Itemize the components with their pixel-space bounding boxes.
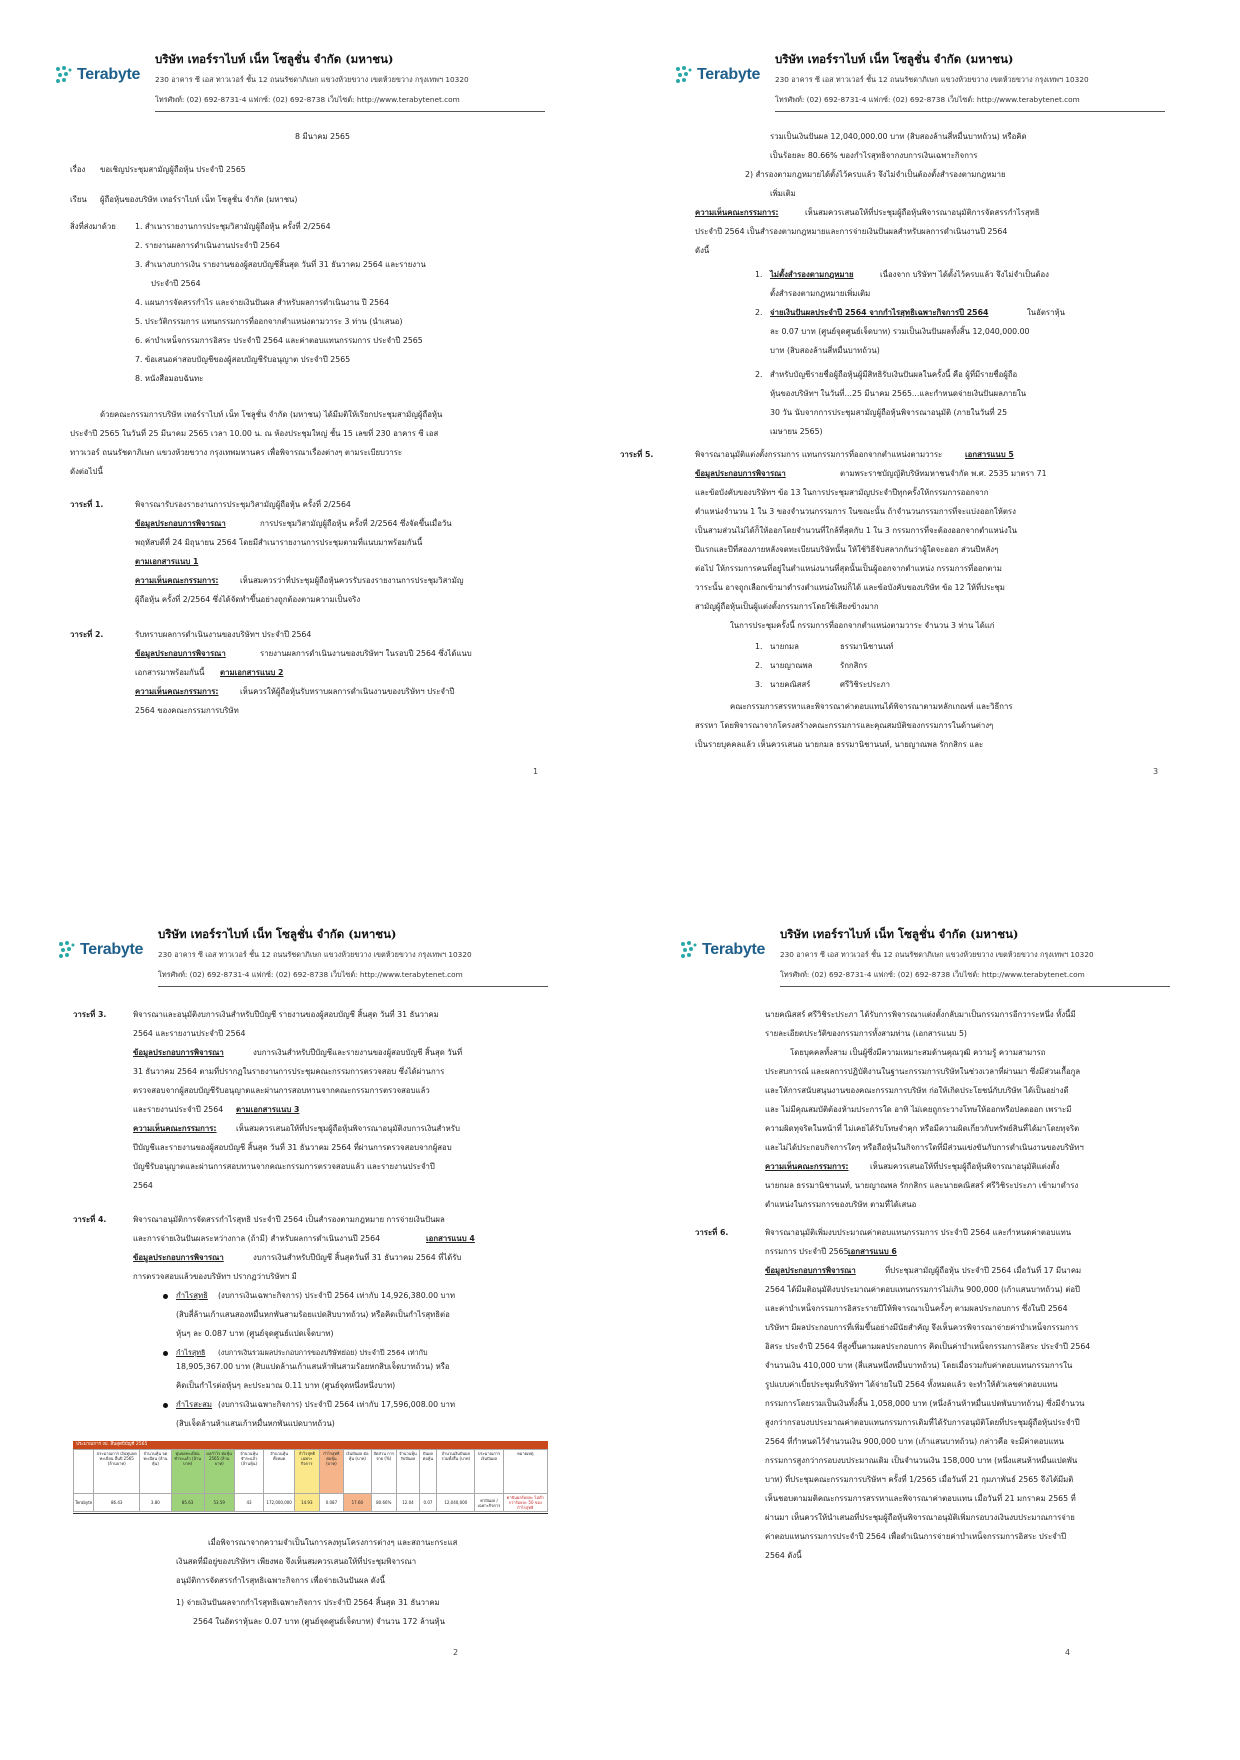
- subject-label: เรื่อง: [70, 165, 86, 174]
- agenda-2-fact: รายงานผลการดำเนินงานของบริษัทฯ ในรอบปี 2564 ซึ่งได้แนบ: [260, 649, 472, 658]
- table-header-cell: เงินปันผล ต่อหุ้น (บาท): [344, 1450, 371, 1494]
- letterhead-divider: [775, 111, 1165, 112]
- agenda-3-opinion: ปีบัญชีและรายงานของผู้สอบบัญชี สิ้นสุด วันที่ 31 ธันวาคม 2564 ที่ผ่านการตรวจสอบจากผู้สอบ: [133, 1143, 452, 1152]
- point-number: 2.: [755, 370, 763, 379]
- after-item: 2564 ในอัตราหุ้นละ 0.07 บาท (ศูนย์จุดศูนย์เจ็ดบาท) จำนวน 172 ล้านหุ้น: [193, 1617, 445, 1626]
- bullet-text: หุ้นๆ ละ 0.087 บาท (ศูนย์จุดศูนย์แปดเจ็ดบาท): [176, 1329, 334, 1338]
- body-line: เพิ่มเติม: [770, 189, 796, 198]
- table-header-cell: ผลกำไร ต่อหุ้น 2565 (ล้านบาท): [204, 1450, 234, 1494]
- table-divider: [73, 1513, 548, 1514]
- bullet-icon: [163, 1403, 168, 1408]
- agenda-5-label: วาระที่ 5.: [620, 450, 654, 459]
- company-name: บริษัท เทอร์ราไบท์ เน็ท โซลูชั่น จำกัด (มหาชน): [158, 927, 397, 941]
- agenda-3-fact-label: ข้อมูลประกอบการพิจารณา: [133, 1048, 224, 1057]
- agenda-6-line: เห็นชอบตามมติคณะกรรมการสรรหาและพิจารณาค่าตอบแทน เมื่อวันที่ 21 มกราคม 2565 ที่: [765, 1494, 1076, 1503]
- bullet-text: (สิบเจ็ดล้านห้าแสนเก้าหมื่นหกพันแปดบาทถ้วน): [176, 1419, 335, 1428]
- agenda-5-line: และข้อบังคับของบริษัทฯ ข้อ 13 ในการประชุมสามัญประจำปีทุกครั้งให้กรรมการออกจาก: [695, 488, 989, 497]
- agenda-6-line: อิสระ ประจำปี 2564 ที่สูงขึ้นตามผลประกอบการ คิดเป็นค่าบำเหน็จกรรมการอิสระ ประจำปี 2564: [765, 1342, 1091, 1351]
- agenda-3-line: งบการเงินสำหรับปีบัญชีและรายงานของผู้สอบบัญชี สิ้นสุด วันที่: [253, 1048, 463, 1057]
- agenda-6-line: รูปแบบค่าเบี้ยประชุมที่บริษัทฯ ได้จ่ายในปี 2564 ทั้งหมดแล้ว จะทำให้ตัวเลขค่าตอบแทน: [765, 1380, 1058, 1389]
- agenda-6-line: 2564 ได้มีมติอนุมัติงบประมาณค่าตอบแทนกรรมการไม่เกิน 900,000 (เก้าแสนบาทถ้วน) ต่อปี: [765, 1285, 1081, 1294]
- letter-date: 8 มีนาคม 2565: [295, 132, 350, 141]
- agenda-3-opinion: เห็นสมควรเสนอให้ที่ประชุมผู้ถือหุ้นพิจารณาอนุมัติงบการเงินสำหรับ: [236, 1124, 460, 1133]
- enclosure-label: สิ่งที่ส่งมาด้วย: [70, 222, 116, 231]
- director-number: 2.: [755, 661, 763, 670]
- agenda-5-attachment: เอกสารแนบ 5: [965, 450, 1014, 459]
- table-cell: 3.80: [140, 1494, 171, 1512]
- director-number: 1.: [755, 642, 763, 651]
- table-cell: 43: [234, 1494, 264, 1512]
- point-text: ตั้งสำรองตามกฎหมายเพิ่มเติม: [770, 289, 871, 298]
- opinion-line: ประจำปี 2564 เป็นสำรองตามกฎหมายและการจ่ายเงินปันผลสำหรับผลการดำเนินงานปี 2564: [695, 227, 1008, 236]
- body-line: รายละเอียดประวัติของกรรมการทั้งสามท่าน (เอกสารแนบ 5): [765, 1029, 967, 1038]
- bullet-text: (งบการเงินเฉพาะกิจการ) ประจำปี 2564 เท่ากับ 14,926,380.00 บาท: [218, 1291, 456, 1300]
- agenda-5-line: ตำแหน่งจำนวน 1 ใน 3 ของจำนวนกรรมการ ในขณะนั้น ถ้าจำนวนกรรมการที่จะแบ่งออกให้ตรง: [695, 507, 1016, 516]
- letterhead: [675, 45, 1175, 120]
- agenda-4-title: พิจารณาอนุมัติการจัดสรรกำไรสุทธิ ประจำปี 2564 เป็นสำรองตามกฎหมาย การจ่ายเงินปันผล: [133, 1215, 445, 1224]
- terabyte-logo: Terabyte: [675, 63, 760, 91]
- agenda-1-opinion-label: ความเห็นคณะกรรมการ:: [135, 576, 219, 585]
- agenda-5-line: ปีแรกและปีที่สองภายหลังจดทะเบียนบริษัทนั้น ให้ใช้วิธีจับสลากกันว่าผู้ใดจะออก ส่วนปีหลังๆ: [695, 545, 999, 554]
- after-item: 1) จ่ายเงินปันผลจากกำไรสุทธิเฉพาะกิจการ ประจำปี 2564 สิ้นสุด 31 ธันวาคม: [176, 1598, 440, 1607]
- company-name: บริษัท เทอร์ราไบท์ เน็ท โซลูชั่น จำกัด (มหาชน): [780, 927, 1019, 941]
- agenda-6-line: บาท) ที่ประชุมคณะกรรมการบริษัทฯ ครั้งที่ 1/2565 เมื่อวันที่ 21 กุมภาพันธ์ 2565 จึงได้มีมติ: [765, 1475, 1074, 1484]
- agenda-6-line: สูงกว่ากรอบงบประมาณค่าตอบแทนกรรมการเดิมที่ได้รับการอนุมัติโดยที่ประชุมผู้ถือหุ้นประจำปี: [765, 1418, 1080, 1427]
- after-line: เมื่อพิจารณาจากความจำเป็นในการลงทุนโครงการต่างๆ และสถานะกระแส: [208, 1538, 458, 1547]
- agenda-4-label: วาระที่ 4.: [73, 1215, 107, 1224]
- agenda-3-opinion-label: ความเห็นคณะกรรมการ:: [133, 1124, 217, 1133]
- bullet-icon: [163, 1351, 168, 1356]
- table-cell: 17.60: [344, 1494, 371, 1512]
- intro-line: ประจำปี 2565 ในวันที่ 25 มีนาคม 2565 เวลา 10.00 น. ณ ห้องประชุมใหญ่ ชั้น 15 เลขที่ 230 อาคาร ซี เอส: [70, 429, 439, 438]
- intro-line: ดังต่อไปนี้: [70, 467, 103, 476]
- table-header-cell: [74, 1450, 94, 1494]
- agenda-6-line: ค่าตอบแทนกรรมการประจำปี 2564 เพื่อดำเนินการจ่ายค่าบำเหน็จกรรมการอิสระ ประจำปี: [765, 1532, 1067, 1541]
- table-header-cell: กำไรสุทธิ เฉพาะกิจการ: [294, 1450, 319, 1494]
- enclosure-item: 7. ข้อเสนอค่าสอบบัญชีของผู้สอบบัญชีรับอนุญาต ประจำปี 2565: [135, 355, 351, 364]
- agenda-2-label: วาระที่ 2.: [70, 630, 104, 639]
- point-head: ไม่ตั้งสำรองตามกฎหมาย: [770, 270, 854, 279]
- agenda-6-attachment: เอกสารแนบ 6: [848, 1247, 897, 1256]
- agenda-3-line: ตรวจสอบจากผู้สอบบัญชีรับอนุญาตและผ่านการสอบทานจากคณะกรรมการตรวจสอบแล้ว: [133, 1086, 430, 1095]
- company-address: 230 อาคาร ซี เอส ทาวเวอร์ ชั้น 12 ถนนรัชดาภิเษก แขวงห้วยขวาง เขตห้วยขวาง กรุงเทพฯ 10320: [158, 950, 472, 959]
- agenda-6-line: กรรมการโดยรวมเป็นเงินทั้งสิ้น 1,058,000 บาท (หนึ่งล้านห้าหมื่นแปดพันบาทถ้วน) ซึ่งมีจำนวน: [765, 1399, 1085, 1408]
- body-line: และไม่ได้ประกอบกิจการใดๆ หรือถือหุ้นในกิจการใดที่มีส่วนแข่งขันกับการดำเนินงานของบริษัทฯ: [765, 1143, 1084, 1152]
- agenda-3-label: วาระที่ 3.: [73, 1010, 107, 1019]
- letterhead-divider: [780, 986, 1170, 987]
- agenda-2-fact-label: ข้อมูลประกอบการพิจารณา: [135, 649, 226, 658]
- table-header-cell: หมายเหตุ: [503, 1450, 547, 1494]
- enclosure-item: 6. ค่าบำเหน็จกรรมการอิสระ ประจำปี 2564 และค่าตอบแทนกรรมการ ประจำปี 2565: [135, 336, 423, 345]
- body-line: นายคณิสสร์ ศรีวิชิระประภา ได้รับการพิจารณาแต่งตั้งกลับมาเป็นกรรมการอีกวาระหนึ่ง ทั้งนี้มี: [765, 1010, 1076, 1019]
- agenda-4-title: และการจ่ายเงินปันผลระหว่างกาล (ถ้ามี) สำหรับผลการดำเนินงานปี 2564: [133, 1234, 381, 1243]
- agenda-5-line: เป็นสามส่วนไม่ได้ก็ให้ออกโดยจำนวนที่ใกล้ที่สุดกับ 1 ใน 3 กรรมการที่จะต้องออกจากตำแหน่งใน: [695, 526, 1017, 535]
- director-first-name: นายกมล: [770, 642, 799, 651]
- body-line: และให้การสนับสนุนงานของคณะกรรมการบริษัท ก่อให้เกิดประโยชน์กับบริษัท ได้เป็นอย่างดี: [765, 1086, 1069, 1095]
- opinion-line: เห็นสมควรเสนอให้ที่ประชุมผู้ถือหุ้นพิจารณาอนุมัติการจัดสรรกำไรสุทธิ: [805, 208, 1040, 217]
- agenda-1-label: วาระที่ 1.: [70, 500, 104, 509]
- company-contact: โทรศัพท์: (02) 692-8731-4 แฟกซ์: (02) 692-8738 เว็บไซต์: http://www.terabytenet.com: [775, 95, 1080, 104]
- agenda-2-opinion-label: ความเห็นคณะกรรมการ:: [135, 687, 219, 696]
- agenda-6-line: บริษัทฯ มีผลประกอบการที่เพิ่มขึ้นอย่างมีนัยสำคัญ จึงเห็นควรพิจารณาจ่ายค่าบำเหน็จกรรมการ: [765, 1323, 1079, 1332]
- opinion-label: ความเห็นคณะกรรมการ:: [695, 208, 779, 217]
- bullet-head: กำไรสุทธิ: [176, 1291, 208, 1300]
- table-header-cell: จำนวนเงินปันผล รวมทั้งสิ้น (บาท): [437, 1450, 475, 1494]
- table-header-cell: จำนวนหุ้น จดทะเบียน (ล้านหุ้น): [140, 1450, 171, 1494]
- company-contact: โทรศัพท์: (02) 692-8731-4 แฟกซ์: (02) 692-8738 เว็บไซต์: http://www.terabytenet.com: [158, 970, 463, 979]
- document-page-4: [680, 920, 1240, 1760]
- company-address: 230 อาคาร ซี เอส ทาวเวอร์ ชั้น 12 ถนนรัชดาภิเษก แขวงห้วยขวาง เขตห้วยขวาง กรุงเทพฯ 10320: [780, 950, 1094, 959]
- point-text: เมษายน 2565): [770, 427, 823, 436]
- table-header-cell: จำนวนหุ้น ทั้งหมด: [264, 1450, 295, 1494]
- letterhead: [680, 920, 1180, 995]
- point-text: 30 วัน นับจากการประชุมสามัญผู้ถือหุ้นพิจารณาอนุมัติ (ภายในวันที่ 25: [770, 408, 1008, 417]
- terabyte-logo: Terabyte: [680, 938, 765, 966]
- point-text: บาท (สิบสองล้านสี่หมื่นบาทถ้วน): [770, 346, 880, 355]
- agenda-6-title: กรรมการ ประจำปี 2565: [765, 1247, 849, 1256]
- agenda-2-fact: เอกสารมาพร้อมกันนี้: [135, 668, 205, 677]
- agenda-5-line: ต่อไป ให้กรรมการคนที่อยู่ในตำแหน่งนานที่สุดนั้นเป็นผู้ออกจากตำแหน่ง กรรมการที่ออกตาม: [695, 564, 1002, 573]
- table-cell: 85.63: [171, 1494, 204, 1512]
- agenda-4-fact: งบการเงินสำหรับปีบัญชี สิ้นสุดวันที่ 31 ธันวาคม 2564 ที่ได้รับ: [253, 1253, 462, 1262]
- point-head: จ่ายเงินปันผลประจำปี 2564 จากกำไรสุทธิเฉพาะกิจการปี 2564: [770, 308, 989, 317]
- page-number: 3: [1153, 767, 1159, 776]
- document-page-1: [55, 45, 615, 885]
- director-last-name: ธรรมานิชานนท์: [840, 642, 894, 651]
- point-number: 2.: [755, 308, 763, 317]
- table-cell: 86.43: [94, 1494, 140, 1512]
- table-header-row: [74, 1450, 548, 1494]
- letterhead: [58, 920, 558, 995]
- director-first-name: นายญาณพล: [770, 661, 813, 670]
- body-line: และ ไม่มีคุณสมบัติต้องห้ามประการใด อาทิ ไม่เคยถูกระวางโทษให้ออกหรือปลดออก เพราะมี: [765, 1105, 1072, 1114]
- point-text: หุ้นของบริษัทฯ ในวันที่...25 มีนาคม 2565...และกำหนดจ่ายเงินปันผลภายใน: [770, 389, 1027, 398]
- table-cell: Terabyte: [74, 1494, 94, 1512]
- body-line: ประสบการณ์ และผลการปฏิบัติงานในฐานะกรรมการบริษัทในช่วงเวลาที่ผ่านมา ซึ่งมีส่วนเกื้อกูล: [765, 1067, 1081, 1076]
- after-line: อนุมัติการจัดสรรกำไรสุทธิเฉพาะกิจการ เพื่อจ่ายเงินปันผล ดังนี้: [176, 1576, 385, 1585]
- point-text: เนื่องจาก บริษัทฯ ได้ตั้งไว้ครบแล้ว จึงไม่จำเป็นต้อง: [880, 270, 1049, 279]
- bullet-icon: [163, 1294, 168, 1299]
- agenda-5-tail: คณะกรรมการสรรหาและพิจารณาค่าตอบแทนได้พิจารณาตามหลักเกณฑ์ และวิธีการ: [730, 702, 1013, 711]
- director-last-name: ศรีวิชิระประภา: [840, 680, 891, 689]
- agenda-1-opinion: เห็นสมควรว่าที่ประชุมผู้ถือหุ้นควรรับรองรายงานการประชุมวิสามัญ: [240, 576, 464, 585]
- table-cell: 0.07: [419, 1494, 436, 1512]
- table-header-cell: ประมาณการ เงินปันผล: [475, 1450, 503, 1494]
- table-header-cell: ประมาณการ เงินทุนจดทะเบียน สิ้นปี 2565 (ล้านบาท): [94, 1450, 140, 1494]
- agenda-6-line: 2564 ดังนี้: [765, 1551, 802, 1560]
- intro-line: ทาวเวอร์ ถนนรัชดาภิเษก แขวงห้วยขวาง กรุงเทพมหานคร เพื่อพิจารณาเรื่องต่างๆ ตามระเบียบวาระ: [70, 448, 403, 457]
- company-address: 230 อาคาร ซี เอส ทาวเวอร์ ชั้น 12 ถนนรัชดาภิเษก แขวงห้วยขวาง เขตห้วยขวาง กรุงเทพฯ 10320: [775, 75, 1089, 84]
- opinion-line: นายกมล ธรรมานิชานนท์, นายญาณพล รักกสิกร และนายคณิสสร์ ศรีวิชิระประภา เข้ามาดำรง: [765, 1181, 1079, 1190]
- enclosure-item: 2. รายงานผลการดำเนินงานประจำปี 2564: [135, 241, 281, 250]
- company-name: บริษัท เทอร์ราไบท์ เน็ท โซลูชั่น จำกัด (มหาชน): [775, 52, 1014, 66]
- company-address: 230 อาคาร ซี เอส ทาวเวอร์ ชั้น 12 ถนนรัชดาภิเษก แขวงห้วยขวาง เขตห้วยขวาง กรุงเทพฯ 10320: [155, 75, 469, 84]
- table-cell: 12,040,000: [437, 1494, 475, 1512]
- agenda-3-opinion: 2564: [133, 1181, 153, 1190]
- table-header-cell: สัดส่วน การจ่าย (%): [371, 1450, 396, 1494]
- agenda-6-label: วาระที่ 6.: [695, 1228, 729, 1237]
- table-cell: ค่าปันผล / เฉพาะกิจการ: [475, 1494, 503, 1512]
- agenda-4-fact: การตรวจสอบแล้วของบริษัทฯ ปรากฏว่าบริษัทฯ มี: [133, 1272, 297, 1281]
- table-cell: 53.59: [204, 1494, 234, 1512]
- agenda-6-line: 2564 ที่กำหนดไว้จำนวนเงิน 900,000 บาท (เก้าแสนบาทถ้วน) กล่าวคือ จะมีค่าตอบแทน: [765, 1437, 1064, 1446]
- agenda-3-opinion: บัญชีรับอนุญาตและผ่านการสอบทานจากคณะกรรมการตรวจสอบแล้ว และรายงานประจำปี: [133, 1162, 435, 1171]
- after-line: เงินสดที่มีอยู่ของบริษัทฯ เพียงพอ จึงเห็นสมควรเสนอให้ที่ประชุมพิจารณา: [176, 1557, 417, 1566]
- body-line: รวมเป็นเงินปันผล 12,040,000.00 บาท (สิบสองล้านสี่หมื่นบาทถ้วน) หรือคิด: [770, 132, 1027, 141]
- agenda-6-line: และค่าบำเหน็จกรรมการอิสระรายปีให้พิจารณาเป็นครั้งๆ ตามผลประกอบการ ซึ่งในปี 2564: [765, 1304, 1068, 1313]
- terabyte-logo: Terabyte: [58, 938, 143, 966]
- agenda-3-line: 31 ธันวาคม 2564 ตามที่ปรากฏในรายงานการประชุมคณะกรรมการตรวจสอบ ซึ่งได้ผ่านการ: [133, 1067, 445, 1076]
- agenda-5-line: วาระนั้น อาจถูกเลือกเข้ามาดำรงตำแหน่งใหม่ก็ได้ และข้อบังคับของบริษัท ข้อ 12 ให้ที่ประชุม: [695, 583, 1005, 592]
- table-header-cell: ทุนจดทะเบียนชำระแล้ว (ล้านบาท): [171, 1450, 204, 1494]
- bullet-head: กำไรสะสม: [176, 1400, 213, 1409]
- bullet-text: 18,905,367.00 บาท (สิบแปดล้านเก้าแสนห้าพันสามร้อยหกสิบเจ็ดบาทถ้วน) หรือ: [176, 1362, 450, 1371]
- point-number: 1.: [755, 270, 763, 279]
- agenda-4-attachment: เอกสารแนบ 4: [426, 1234, 475, 1243]
- table-cell: 12.04: [397, 1494, 420, 1512]
- recipient-text: ผู้ถือหุ้นของบริษัท เทอร์ราไบท์ เน็ท โซลูชั่น จำกัด (มหาชน): [100, 195, 298, 204]
- agenda-5-line: ตามพระราชบัญญัติบริษัทมหาชนจำกัด พ.ศ. 2535 มาตรา 71: [840, 469, 1047, 478]
- agenda-5-tail: เป็นรายบุคคลแล้ว เห็นควรเสนอ นายกมล ธรรมานิชานนท์, นายญาณพล รักกสิกร และ: [695, 740, 984, 749]
- opinion-line: ดังนี้: [695, 246, 710, 255]
- letterhead-divider: [158, 986, 548, 987]
- director-last-name: รักกสิกร: [840, 661, 868, 670]
- agenda-3-attachment: ตามเอกสารแนบ 3: [236, 1105, 300, 1114]
- recipient-label: เรียน: [70, 195, 87, 204]
- body-line: 2) สำรองตามกฎหมายได้ตั้งไว้ครบแล้ว จึงไม่จำเป็นต้องตั้งสำรองตามกฎหมาย: [745, 170, 1006, 179]
- agenda-2-opinion: 2564 ของคณะกรรมการบริษัท: [135, 706, 239, 715]
- point-text: ละ 0.07 บาท (ศูนย์จุดศูนย์เจ็ดบาท) รวมเป็นเงินปันผลทั้งสิ้น 12,040,000.00: [770, 327, 1030, 336]
- bullet-text: (สิบสี่ล้านเก้าแสนสองหมื่นหกพันสามร้อยแปดสิบบาทถ้วน) หรือคิดเป็นกำไรสุทธิต่อ: [176, 1310, 450, 1319]
- agenda-5-title: พิจารณาอนุมัติแต่งตั้งกรรมการ แทนกรรมการที่ออกจากตำแหน่งตามวาระ: [695, 450, 943, 459]
- agenda-6-line: กรรมการสูงกว่ากรอบงบประมาณเดิม เป็นจำนวนเงิน 158,000 บาท (หนึ่งแสนห้าหมื่นแปดพัน: [765, 1456, 1078, 1465]
- enclosure-item: 3. สำเนางบการเงิน รายงานของผู้สอบบัญชีสิ้นสุด วันที่ 31 ธันวาคม 2564 และรายงาน: [135, 260, 426, 269]
- table-cell: 172,000,000: [264, 1494, 295, 1512]
- body-line: โดยบุคคลทั้งสาม เป็นผู้ซึ่งมีความเหมาะสมด้านคุณวุฒิ ความรู้ ความสามารถ: [790, 1048, 1046, 1057]
- bullet-text: (งบการเงินเฉพาะกิจการ) ประจำปี 2564 เท่ากับ 17,596,008.00 บาท: [218, 1400, 456, 1409]
- agenda-6-line: ที่ประชุมสามัญผู้ถือหุ้น ประจำปี 2564 เมื่อวันที่ 17 มีนาคม: [885, 1266, 1082, 1275]
- director-number: 3.: [755, 680, 763, 689]
- agenda-6-fact-label: ข้อมูลประกอบการพิจารณา: [765, 1266, 856, 1275]
- table-header-cell: จำนวนหุ้น ชำระแล้ว (ล้านหุ้น): [234, 1450, 264, 1494]
- agenda-1-title: พิจารณารับรองรายงานการประชุมวิสามัญผู้ถือหุ้น ครั้งที่ 2/2564: [135, 500, 351, 509]
- agenda-1-fact-label: ข้อมูลประกอบการพิจารณา: [135, 519, 226, 528]
- letterhead: [55, 45, 555, 120]
- table-cell: ค่าปันผลร้อยละ ไม่ต่ำกว่าร้อยละ 50 ของกำไรสุทธิ: [503, 1494, 547, 1512]
- page-number: 1: [533, 767, 539, 776]
- bullet-head: กำไรสุทธิ: [176, 1348, 206, 1357]
- agenda-2-title: รับทราบผลการดำเนินงานของบริษัทฯ ประจำปี 2564: [135, 630, 312, 639]
- table-row: [74, 1494, 548, 1512]
- table-header-cell: จำนวนหุ้น รับปันผล: [397, 1450, 420, 1494]
- agenda-1-attachment: ตามเอกสารแนบ 1: [135, 557, 199, 566]
- agenda-6-line: จำนวนเงิน 410,000 บาท (สี่แสนหนึ่งหมื่นบาทถ้วน) โดยเมื่อรวมกับค่าตอบแทนกรรมการใน: [765, 1361, 1073, 1370]
- enclosure-item: 8. หนังสือมอบฉันทะ: [135, 374, 204, 383]
- terabyte-logo: Terabyte: [55, 63, 140, 91]
- document-page-2-lower: [58, 1357, 618, 1747]
- agenda-1-opinion: ผู้ถือหุ้น ครั้งที่ 2/2564 ซึ่งได้จัดทำขึ้นอย่างถูกต้องตามความเป็นจริง: [135, 595, 361, 604]
- opinion-line: เห็นสมควรเสนอให้ที่ประชุมผู้ถือหุ้นพิจารณาอนุมัติแต่งตั้ง: [870, 1162, 1060, 1171]
- bullet-text: (งบการเงินรวมผลประกอบการของบริษัทย่อย) ประจำปี 2564 เท่ากับ: [218, 1348, 428, 1357]
- enclosure-item: 5. ประวัติกรรมการ แทนกรรมการที่ออกจากตำแหน่งตามวาระ 3 ท่าน (นำเสนอ): [135, 317, 403, 326]
- company-contact: โทรศัพท์: (02) 692-8731-4 แฟกซ์: (02) 692-8738 เว็บไซต์: http://www.terabytenet.com: [155, 95, 460, 104]
- agenda-4-fact-label: ข้อมูลประกอบการพิจารณา: [133, 1253, 224, 1262]
- agenda-3-title: 2564 และรายงานประจำปี 2564: [133, 1029, 246, 1038]
- agenda-5-line: สามัญผู้ถือหุ้นเป็นผู้แต่งตั้งกรรมการโดยใช้เสียงข้างมาก: [695, 602, 879, 611]
- table-cell: 14.93: [294, 1494, 319, 1512]
- table-cell: 80.66%: [371, 1494, 396, 1512]
- table-header-cell: ปันผล ต่อหุ้น: [419, 1450, 436, 1494]
- subject-text: ขอเชิญประชุมสามัญผู้ถือหุ้น ประจำปี 2565: [100, 165, 246, 174]
- agenda-3-line: และรายงานประจำปี 2564: [133, 1105, 224, 1114]
- point-text: ในอัตราหุ้น: [1027, 308, 1065, 317]
- body-line: ความผิดทุจริตในหน้าที่ ไม่เคยได้รับโทษจำคุก หรือมีความผิดเกี่ยวกับทรัพย์สินที่ได้มาโดยทุจริต: [765, 1124, 1080, 1133]
- agenda-5-fact-label: ข้อมูลประกอบการพิจารณา: [695, 469, 786, 478]
- agenda-2-opinion: เห็นควรให้ผู้ถือหุ้นรับทราบผลการดำเนินงานของบริษัทฯ ประจำปี: [240, 687, 455, 696]
- page-number: 2: [453, 1648, 459, 1657]
- body-line: เป็นร้อยละ 80.66% ของกำไรสุทธิจากงบการเงินเฉพาะกิจการ: [770, 151, 978, 160]
- table-cell: 0.087: [319, 1494, 343, 1512]
- agenda-2-attachment: ตามเอกสารแนบ 2: [220, 668, 284, 677]
- agenda-6-line: ผ่านมา เห็นควรให้นำเสนอที่ประชุมผู้ถือหุ้นพิจารณาอนุมัติเพิ่มกรอบวงเงินงบประมาณการจ่าย: [765, 1513, 1075, 1522]
- table-header-cell: กำไรสุทธิ ต่อหุ้น (บาท): [319, 1450, 343, 1494]
- enclosure-item: 4. แผนการจัดสรรกำไร และจ่ายเงินปันผล สำหรับผลการดำเนินงาน ปี 2564: [135, 298, 390, 307]
- document-page-3: [620, 45, 1235, 885]
- table-title: ประมาณการ งบ. สิ้นสุดปีบัญชี 2565: [73, 1441, 548, 1449]
- letterhead-divider: [155, 111, 545, 112]
- opinion-line: ตำแหน่งในกรรมการของบริษัท ตามที่ได้เสนอ: [765, 1200, 917, 1209]
- point-text: สำหรับบัญชีรายชื่อผู้ถือหุ้นผู้มีสิทธิรับเงินปันผลในครั้งนี้ คือ ผู้ที่มีรายชื่อผู้ถือ: [770, 370, 1018, 379]
- agenda-5-meeting: ในการประชุมครั้งนี้ กรรมการที่ออกจากตำแหน่งตามวาระ จำนวน 3 ท่าน ได้แก่: [730, 621, 995, 630]
- opinion-label: ความเห็นคณะกรรมการ:: [765, 1162, 849, 1171]
- enclosure-item: 1. สำเนารายงานการประชุมวิสามัญผู้ถือหุ้น ครั้งที่ 2/2564: [135, 222, 331, 231]
- page-number: 4: [1065, 1648, 1071, 1657]
- director-first-name: นายคณิสสร์: [770, 680, 811, 689]
- agenda-1-fact: พฤหัสบดีที่ 24 มิถุนายน 2564 โดยมีสำเนารายงานการประชุมตามที่แนบมาพร้อมกันนี้: [135, 538, 423, 547]
- agenda-1-fact: การประชุมวิสามัญผู้ถือหุ้น ครั้งที่ 2/2564 ซึ่งจัดขึ้นเมื่อวัน: [260, 519, 452, 528]
- agenda-5-tail: สรรหา โดยพิจารณาจากโครงสร้างคณะกรรมการและคุณสมบัติของกรรมการในด้านต่างๆ: [695, 721, 994, 730]
- agenda-6-title: พิจารณาอนุมัติเพิ่มงบประมาณค่าตอบแทนกรรมการ ประจำปี 2564 และกำหนดค่าตอบแทน: [765, 1228, 1072, 1237]
- company-name: บริษัท เทอร์ราไบท์ เน็ท โซลูชั่น จำกัด (มหาชน): [155, 52, 394, 66]
- dividend-table: [73, 1449, 548, 1512]
- intro-line: ด้วยคณะกรรมการบริษัท เทอร์ราไบท์ เน็ท โซลูชั่น จำกัด (มหาชน) ได้มีมติให้เรียกประชุมสามัญผู้ถือหุ้น: [100, 410, 443, 419]
- enclosure-item: ประจำปี 2564: [151, 279, 201, 288]
- company-contact: โทรศัพท์: (02) 692-8731-4 แฟกซ์: (02) 692-8738 เว็บไซต์: http://www.terabytenet.com: [780, 970, 1085, 979]
- bullet-text: คิดเป็นกำไรต่อหุ้นๆ ละประมาณ 0.11 บาท (ศูนย์จุดหนึ่งหนึ่งบาท): [176, 1381, 396, 1390]
- agenda-3-title: พิจารณาและอนุมัติงบการเงินสำหรับปีบัญชี รายงานของผู้สอบบัญชี สิ้นสุด วันที่ 31 ธันวาคม: [133, 1010, 439, 1019]
